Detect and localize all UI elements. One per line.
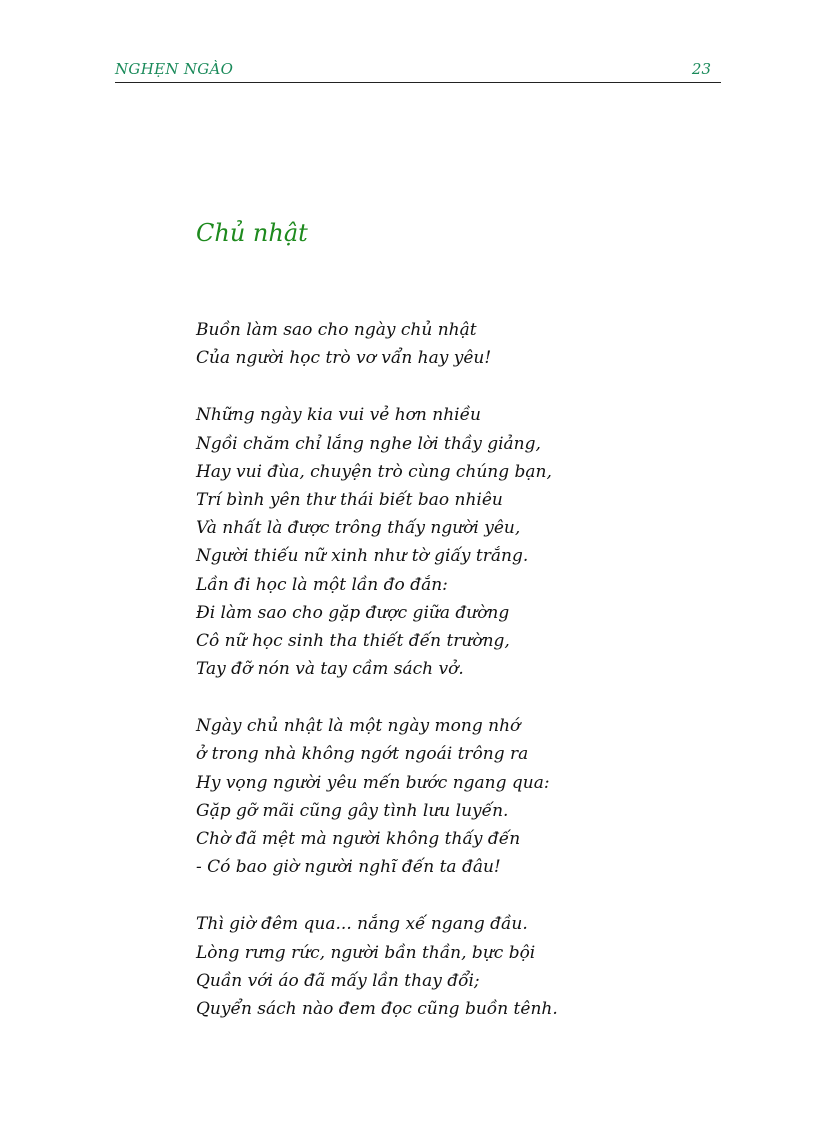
stanza — [196, 910, 756, 1023]
poem-line: Gặp gỡ mãi cũng gây tình lưu luyến. — [196, 800, 509, 821]
poem-line: Buồn làm sao cho ngày chủ nhật — [196, 320, 477, 340]
stanza — [196, 401, 756, 683]
poem-line: Tay đỡ nón và tay cầm sách vở. — [196, 659, 464, 680]
poem-line: Cô nữ học sinh tha thiết đến trường, — [196, 630, 510, 651]
poem-line: Ngồi chăm chỉ lắng nghe lời thầy giảng, — [196, 433, 541, 454]
poem-line: Trí bình yên thư thái biết bao nhiêu — [196, 489, 503, 510]
poem-body — [196, 316, 756, 1052]
running-header — [115, 58, 721, 83]
stanza — [196, 316, 756, 372]
poem-line: ở trong nhà không ngớt ngoái trông ra — [196, 744, 529, 765]
poem-line: Chờ đã mệt mà người không thấy đến — [196, 829, 521, 849]
poem-line: Và nhất là được trông thấy người yêu, — [196, 518, 521, 539]
poem-line: Hay vui đùa, chuyện trò cùng chúng bạn, — [196, 461, 552, 482]
poem-line: Của người học trò vơ vẩn hay yêu! — [196, 348, 492, 369]
poem-line: Quyển sách nào đem đọc cũng buồn tênh. — [196, 998, 558, 1019]
poem-line: Đi làm sao cho gặp được giữa đường — [196, 602, 510, 623]
poem-line: Người thiếu nữ xinh như tờ giấy trắng. — [196, 546, 529, 567]
poem-line: Lòng rưng rức, người bần thần, bực bội — [196, 942, 536, 963]
poem-line: Những ngày kia vui vẻ hơn nhiều — [196, 405, 481, 426]
stanza — [196, 712, 756, 881]
page-number: 23 — [691, 60, 711, 78]
poem-line: Lần đi học là một lần đo đắn: — [196, 574, 448, 595]
poem-title: Chủ nhật — [196, 219, 308, 247]
poem-line: Quần với áo đã mấy lần thay đổi; — [196, 970, 480, 991]
book-title: NGHẸN NGÀO — [115, 60, 234, 78]
poem-line: Hy vọng người yêu mến bước ngang qua: — [196, 772, 550, 793]
poem-line: Ngày chủ nhật là một ngày mong nhớ — [196, 716, 521, 737]
poem-line: Thì giờ đêm qua... nắng xế ngang đầu. — [196, 914, 528, 935]
poem-line: - Có bao giờ người nghĩ đến ta đâu! — [196, 857, 501, 878]
